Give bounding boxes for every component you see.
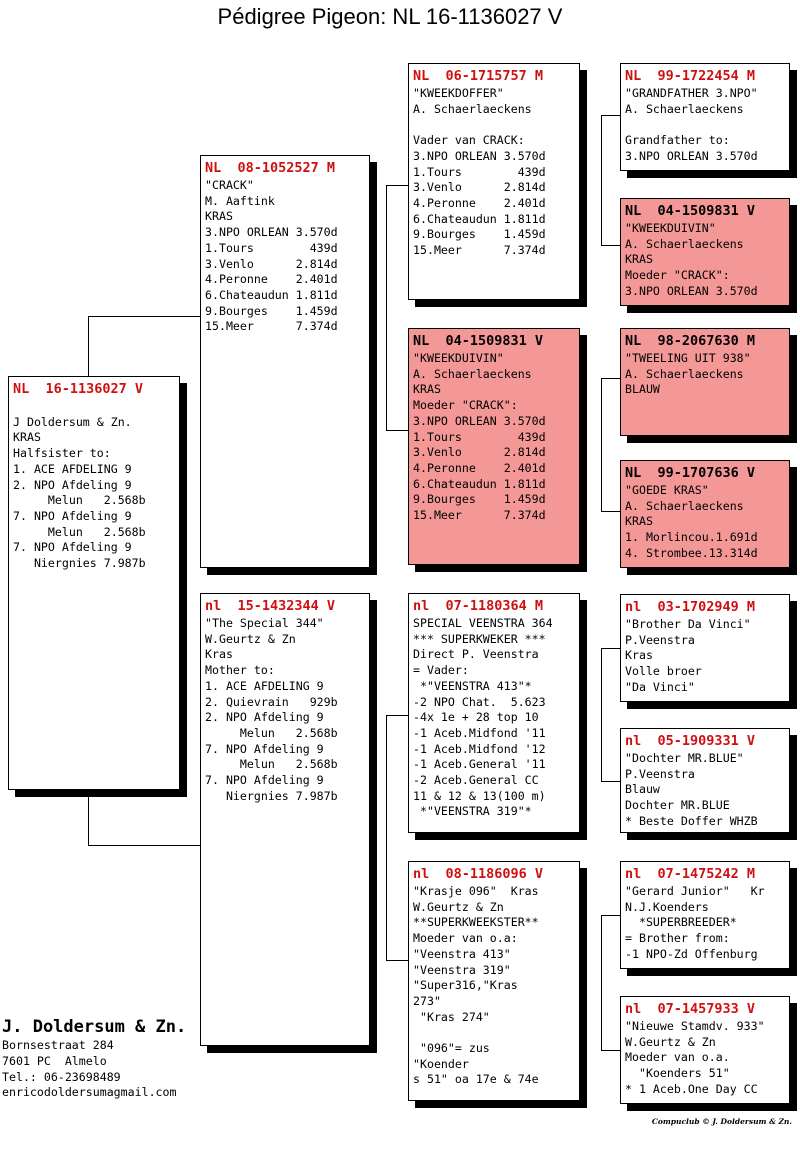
ring-number: NL 06-1715757 M [413, 68, 544, 84]
ring-number: nl 08-1186096 V [413, 866, 544, 882]
connector-line [386, 715, 387, 960]
card-line [413, 1025, 575, 1041]
card-line: 6.Chateaudun 1.811d [413, 476, 546, 491]
connector-line [601, 378, 602, 511]
pigeon-card-mfm[interactable] [620, 728, 790, 833]
card-line: Grandfather to: [625, 133, 730, 148]
ring-number: nl 15-1432344 V [205, 598, 336, 614]
breeder-email: enricodoldersumagmail.com [2, 1085, 177, 1100]
card-line: 7. NPO Afdeling 9 [13, 508, 132, 523]
ring-number: NL 99-1722454 M [625, 68, 756, 84]
card-line: P.Veenstra [625, 766, 695, 781]
card-line: 2. Quievrain 929b [205, 694, 338, 709]
card-line: P.Veenstra [625, 632, 695, 647]
card-line: "Veenstra 413" [413, 946, 511, 961]
card-line: KRAS [625, 514, 653, 529]
card-line: A. Schaerlaeckens [625, 498, 744, 513]
breeder-name: J. Doldersum & Zn. [2, 1017, 187, 1037]
card-line: M. Aaftink [205, 193, 275, 208]
card-line: 1. ACE AFDELING 9 [205, 678, 324, 693]
card-line: A. Schaerlaeckens [413, 101, 532, 116]
card-line: "GOEDE KRAS" [625, 483, 709, 497]
card-line: Moeder van o.a: [413, 931, 518, 946]
pigeon-card-mmf[interactable] [620, 861, 790, 969]
pigeon-card-mff[interactable] [620, 594, 790, 702]
card-line: "Kras 274" [413, 1009, 490, 1024]
card-line: Kras [625, 648, 653, 663]
card-line: -1 Aceb.Midfond '12 [413, 741, 546, 756]
card-line: "Koender [413, 1056, 469, 1071]
pigeon-card-mmm[interactable] [620, 996, 790, 1104]
card-line: Kras [205, 647, 233, 662]
card-line: Niergnies 7.987b [205, 788, 338, 803]
breeder-info [2, 1016, 186, 1101]
ring-number: NL 99-1707636 V [625, 465, 756, 481]
card-line: 3.NPO ORLEAN 3.570d [625, 148, 758, 163]
card-line: Melun 2.568b [13, 524, 146, 539]
card-line: **SUPERKWEEKSTER** [413, 915, 539, 930]
card-line [413, 117, 575, 133]
pigeon-card-ff[interactable] [408, 63, 580, 300]
ring-number: nl 05-1909331 V [625, 733, 756, 749]
connector-line [601, 115, 620, 116]
ring-number: nl 07-1457933 V [625, 1001, 756, 1017]
card-line: 7. NPO Afdeling 9 [205, 741, 324, 756]
card-line: "KWEEKDUIVIN" [413, 351, 504, 365]
card-line: "CRACK" [205, 178, 254, 192]
page-title: Pédigree Pigeon: NL 16-1136027 V [217, 4, 563, 29]
card-line: 9.Bourges 1.459d [413, 227, 546, 242]
ring-number: NL 04-1509831 V [625, 203, 756, 219]
card-line: N.J.Koenders [625, 899, 709, 914]
card-line: 6.Chateaudun 1.811d [413, 211, 546, 226]
ring-number: nl 03-1702949 M [625, 599, 756, 615]
card-line: 4.Peronne 2.401d [413, 460, 546, 475]
card-line: W.Geurtz & Zn [413, 899, 504, 914]
card-line: 1. Morlincou.1.691d [625, 530, 758, 545]
card-line: = Vader: [413, 663, 469, 678]
connector-line [601, 1050, 620, 1051]
card-line: Halfsister to: [13, 446, 111, 461]
card-line: 1. ACE AFDELING 9 [13, 461, 132, 476]
card-line: -2 NPO Chat. 5.623 [413, 694, 546, 709]
card-line: A. Schaerlaeckens [413, 366, 532, 381]
card-line: 15.Meer 7.374d [205, 319, 338, 334]
card-line: 3.NPO ORLEAN 3.570d [413, 148, 546, 163]
card-line: = Brother from: [625, 931, 730, 946]
card-line: "Gerard Junior" Kr [625, 884, 765, 898]
pigeon-card-fmm[interactable] [620, 460, 790, 568]
card-line: KRAS [205, 209, 233, 224]
card-line: 3.Venlo 2.814d [413, 180, 546, 195]
card-line: 7. NPO Afdeling 9 [13, 540, 132, 555]
breeder-city: 7601 PC Almelo [2, 1053, 107, 1068]
card-line: 3.Venlo 2.814d [413, 445, 546, 460]
connector-line [601, 648, 602, 781]
connector-line [601, 915, 620, 916]
card-line: KRAS [625, 252, 653, 267]
card-line: "Koenders 51" [625, 1066, 730, 1081]
card-line: "Dochter MR.BLUE" [625, 751, 744, 765]
card-line: BLAUW [625, 382, 660, 397]
card-line: 1.Tours 439d [413, 429, 546, 444]
card-line: W.Geurtz & Zn [205, 631, 296, 646]
pigeon-card-father[interactable] [200, 155, 370, 568]
card-line: SPECIAL VEENSTRA 364 [413, 616, 553, 630]
pigeon-card-ffm[interactable] [620, 198, 790, 306]
card-line: Melun 2.568b [205, 725, 338, 740]
card-line: 15.Meer 7.374d [413, 243, 546, 258]
connector-line [88, 845, 200, 846]
pigeon-card-fm[interactable] [408, 328, 580, 565]
card-line [625, 117, 785, 133]
card-line: "KWEEKDUIVIN" [625, 221, 716, 235]
card-line: 2. NPO Afdeling 9 [205, 710, 324, 725]
card-line: "Super316,"Kras [413, 978, 518, 993]
card-line: "KWEEKDOFFER" [413, 86, 504, 100]
card-line: Dochter MR.BLUE [625, 798, 730, 813]
card-line: "096"= zus [413, 1041, 490, 1056]
card-line: 3.Venlo 2.814d [205, 256, 338, 271]
ring-number: nl 07-1475242 M [625, 866, 756, 882]
card-line: Moeder "CRACK": [625, 268, 730, 283]
connector-line [386, 715, 408, 716]
card-line: 3.NPO ORLEAN 3.570d [413, 413, 546, 428]
ring-number: NL 16-1136027 V [13, 381, 144, 397]
card-line: "Brother Da Vinci" [625, 617, 751, 631]
card-line: 9.Bourges 1.459d [413, 492, 546, 507]
card-line: Volle broer [625, 664, 702, 679]
card-line: -1 Aceb.Midfond '11 [413, 725, 546, 740]
card-line: Moeder "CRACK": [413, 398, 518, 413]
pigeon-card-mm[interactable] [408, 861, 580, 1101]
card-line: Blauw [625, 782, 660, 797]
pigeon-card-mother[interactable] [200, 593, 370, 1046]
connector-line [386, 960, 408, 961]
card-line: -1 NPO-Zd Offenburg [625, 946, 758, 961]
connector-line [386, 185, 408, 186]
card-line: 3.NPO ORLEAN 3.570d [205, 225, 338, 240]
card-line: Moeder van o.a. [625, 1050, 730, 1065]
connector-line [88, 790, 89, 845]
card-line: Niergnies 7.987b [13, 556, 146, 571]
connector-line [386, 185, 387, 430]
card-line: *** SUPERKWEKER *** [413, 631, 546, 646]
connector-line [386, 430, 408, 431]
card-line: A. Schaerlaeckens [625, 236, 744, 251]
card-line: 1.Tours 439d [205, 240, 338, 255]
card-line: *SUPERBREEDER* [625, 915, 737, 930]
card-line: Direct P. Veenstra [413, 647, 539, 662]
connector-line [601, 915, 602, 1050]
ring-number: NL 08-1052527 M [205, 160, 336, 176]
connector-line [601, 245, 620, 246]
pigeon-card-mf[interactable] [408, 593, 580, 833]
card-line: 4.Peronne 2.401d [205, 272, 338, 287]
card-line: -4x 1e + 28 top 10 [413, 710, 539, 725]
card-line: 3.NPO ORLEAN 3.570d [625, 283, 758, 298]
connector-line [601, 648, 620, 649]
ring-number: NL 04-1509831 V [413, 333, 544, 349]
pigeon-card-fff[interactable] [620, 63, 790, 171]
card-line: *"VEENSTRA 413"* [413, 678, 532, 693]
card-line: 4. Strombee.13.314d [625, 545, 758, 560]
card-line: "Da Vinci" [625, 679, 695, 694]
card-line: * 1 Aceb.One Day CC [625, 1081, 758, 1096]
connector-line [601, 115, 602, 245]
breeder-street: Bornsestraat 284 [2, 1038, 114, 1052]
card-line: 9.Bourges 1.459d [205, 303, 338, 318]
card-line: Melun 2.568b [205, 757, 338, 772]
card-line: A. Schaerlaeckens [625, 366, 744, 381]
card-line: -2 Aceb.General CC [413, 773, 539, 788]
footer-credit: Compuclub © J. Doldersum & Zn. [651, 1117, 792, 1126]
card-line: KRAS [413, 382, 441, 397]
card-line: 1.Tours 439d [413, 164, 546, 179]
card-line: *"VEENSTRA 319"* [413, 804, 532, 819]
card-line: A. Schaerlaeckens [625, 101, 744, 116]
card-line: 7. NPO Afdeling 9 [205, 773, 324, 788]
connector-line [601, 378, 620, 379]
connector-line [88, 316, 200, 317]
card-line: 6.Chateaudun 1.811d [205, 287, 338, 302]
ring-number: nl 07-1180364 M [413, 598, 544, 614]
card-line: * Beste Doffer WHZB [625, 813, 758, 828]
card-line: 15.Meer 7.374d [413, 508, 546, 523]
card-line: 2. NPO Afdeling 9 [13, 477, 132, 492]
card-line: "The Special 344" [205, 616, 324, 630]
card-line: "GRANDFATHER 3.NPO" [625, 86, 758, 100]
card-line [13, 399, 175, 415]
card-line: J Doldersum & Zn. [13, 414, 132, 429]
connector-line [88, 316, 89, 376]
card-line: KRAS [13, 430, 41, 445]
breeder-phone: Tel.: 06-23698489 [2, 1069, 121, 1084]
card-line: "Nieuwe Stamdv. 933" [625, 1019, 765, 1033]
card-line: Melun 2.568b [13, 493, 146, 508]
card-line: s 51" oa 17e & 74e [413, 1072, 539, 1087]
card-line: W.Geurtz & Zn [625, 1034, 716, 1049]
card-line: 4.Peronne 2.401d [413, 195, 546, 210]
ring-number: NL 98-2067630 M [625, 333, 756, 349]
card-line: "Veenstra 319" [413, 962, 511, 977]
card-line: Vader van CRACK: [413, 133, 525, 148]
card-line: 273" [413, 993, 441, 1008]
pigeon-card-fmf[interactable] [620, 328, 790, 436]
card-line: 11 & 12 & 13(100 m) [413, 788, 546, 803]
connector-line [601, 781, 620, 782]
connector-line [601, 511, 620, 512]
card-line: -1 Aceb.General '11 [413, 757, 546, 772]
card-line: "Krasje 096" Kras [413, 884, 539, 898]
card-line: Mother to: [205, 663, 275, 678]
pigeon-card-subject[interactable] [8, 376, 180, 790]
card-line: "TWEELING UIT 938" [625, 351, 751, 365]
